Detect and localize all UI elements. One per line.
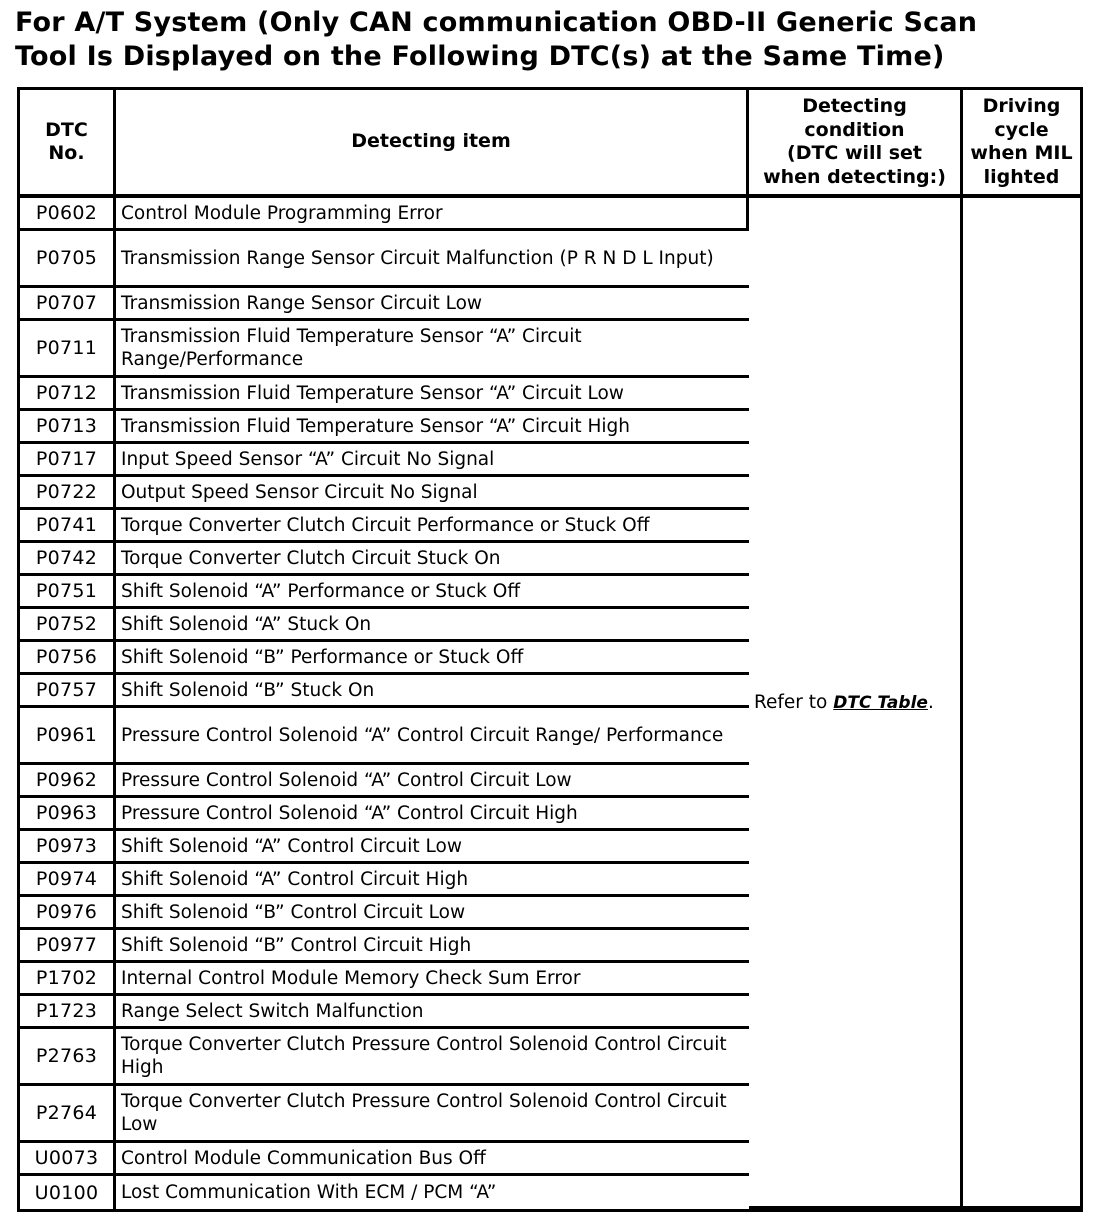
refer-text: Refer to (754, 691, 834, 713)
detecting-item: Pressure Control Solenoid “A” Control Circuit Range/ Performance (116, 708, 749, 765)
dtc-code: P0976 (20, 897, 116, 930)
header-driving-cycle: Driving cycle when MIL lighted (963, 90, 1080, 198)
detecting-item: Transmission Fluid Temperature Sensor “A” Circuit Low (116, 378, 749, 411)
dtc-code: P0756 (20, 642, 116, 675)
title-line-2: Tool Is Displayed on the Following DTC(s) at the Same Time) (15, 41, 945, 72)
dtc-code: P0713 (20, 411, 116, 444)
detecting-item: Torque Converter Clutch Pressure Control Solenoid Control Circuit High (116, 1029, 749, 1086)
table-row (20, 198, 1080, 231)
detecting-item: Control Module Communication Bus Off (116, 1143, 749, 1176)
header-detecting-condition: Detecting condition (DTC will set when detecting:) (749, 90, 963, 198)
refer-suffix: . (927, 691, 934, 713)
detecting-item: Range Select Switch Malfunction (116, 996, 749, 1029)
dtc-code: P0973 (20, 831, 116, 864)
dtc-code: U0100 (20, 1176, 116, 1209)
detecting-item: Control Module Programming Error (116, 198, 749, 231)
dtc-code: P1723 (20, 996, 116, 1029)
detecting-item: Shift Solenoid “B” Control Circuit High (116, 930, 749, 963)
detecting-item: Pressure Control Solenoid “A” Control Circuit High (116, 798, 749, 831)
detecting-item: Transmission Fluid Temperature Sensor “A” Circuit Range/Performance (116, 321, 749, 378)
detecting-item: Internal Control Module Memory Check Sum Error (116, 963, 749, 996)
detecting-item: Transmission Range Sensor Circuit Malfunction (P R N D L Input) (116, 231, 749, 288)
dtc-code: P2763 (20, 1029, 116, 1086)
detecting-item: Shift Solenoid “B” Performance or Stuck Off (116, 642, 749, 675)
detecting-item: Shift Solenoid “A” Control Circuit Low (116, 831, 749, 864)
dtc-code: P0722 (20, 477, 116, 510)
detecting-item: Shift Solenoid “B” Control Circuit Low (116, 897, 749, 930)
dtc-code: P0962 (20, 765, 116, 798)
driving-cycle-cell (963, 198, 1080, 1209)
dtc-code: P0974 (20, 864, 116, 897)
dtc-code: P0752 (20, 609, 116, 642)
dtc-code: P0602 (20, 198, 116, 231)
detecting-item: Transmission Fluid Temperature Sensor “A” Circuit High (116, 411, 749, 444)
dtc-code: P0757 (20, 675, 116, 708)
dtc-code: P0707 (20, 288, 116, 321)
page-title (15, 6, 1105, 74)
detecting-item: Transmission Range Sensor Circuit Low (116, 288, 749, 321)
dtc-code: P0961 (20, 708, 116, 765)
table-header-row (20, 90, 1080, 198)
detecting-item: Torque Converter Clutch Pressure Control Solenoid Control Circuit Low (116, 1086, 749, 1143)
dtc-table (17, 87, 1083, 1212)
detecting-item: Input Speed Sensor “A” Circuit No Signal (116, 444, 749, 477)
detecting-item: Pressure Control Solenoid “A” Control Circuit Low (116, 765, 749, 798)
dtc-table-link[interactable]: DTC Table (833, 692, 928, 713)
dtc-code: P0741 (20, 510, 116, 543)
detecting-item: Shift Solenoid “B” Stuck On (116, 675, 749, 708)
dtc-code: P0711 (20, 321, 116, 378)
dtc-code: U0073 (20, 1143, 116, 1176)
header-dtc-no: DTC No. (20, 90, 116, 198)
dtc-code: P0712 (20, 378, 116, 411)
detecting-item: Shift Solenoid “A” Stuck On (116, 609, 749, 642)
dtc-code: P1702 (20, 963, 116, 996)
dtc-code: P2764 (20, 1086, 116, 1143)
detecting-item: Lost Communication With ECM / PCM “A” (121, 1182, 497, 1203)
detecting-item: Torque Converter Clutch Circuit Stuck On (116, 543, 749, 576)
detecting-condition-cell (749, 198, 963, 1209)
dtc-code: P0751 (20, 576, 116, 609)
dtc-code: P0742 (20, 543, 116, 576)
dtc-code: P0705 (20, 231, 116, 288)
detecting-item: Torque Converter Clutch Circuit Performance or Stuck Off (116, 510, 749, 543)
title-line-1: For A/T System (Only CAN communication OBD-II Generic Scan (15, 7, 978, 38)
dtc-table-body (20, 198, 1080, 1209)
dtc-code: P0963 (20, 798, 116, 831)
detecting-item: Shift Solenoid “A” Performance or Stuck Off (116, 576, 749, 609)
detecting-item: Output Speed Sensor Circuit No Signal (116, 477, 749, 510)
dtc-code: P0717 (20, 444, 116, 477)
detecting-item: Shift Solenoid “A” Control Circuit High (116, 864, 749, 897)
header-detecting-item: Detecting item (116, 90, 749, 198)
dtc-code: P0977 (20, 930, 116, 963)
